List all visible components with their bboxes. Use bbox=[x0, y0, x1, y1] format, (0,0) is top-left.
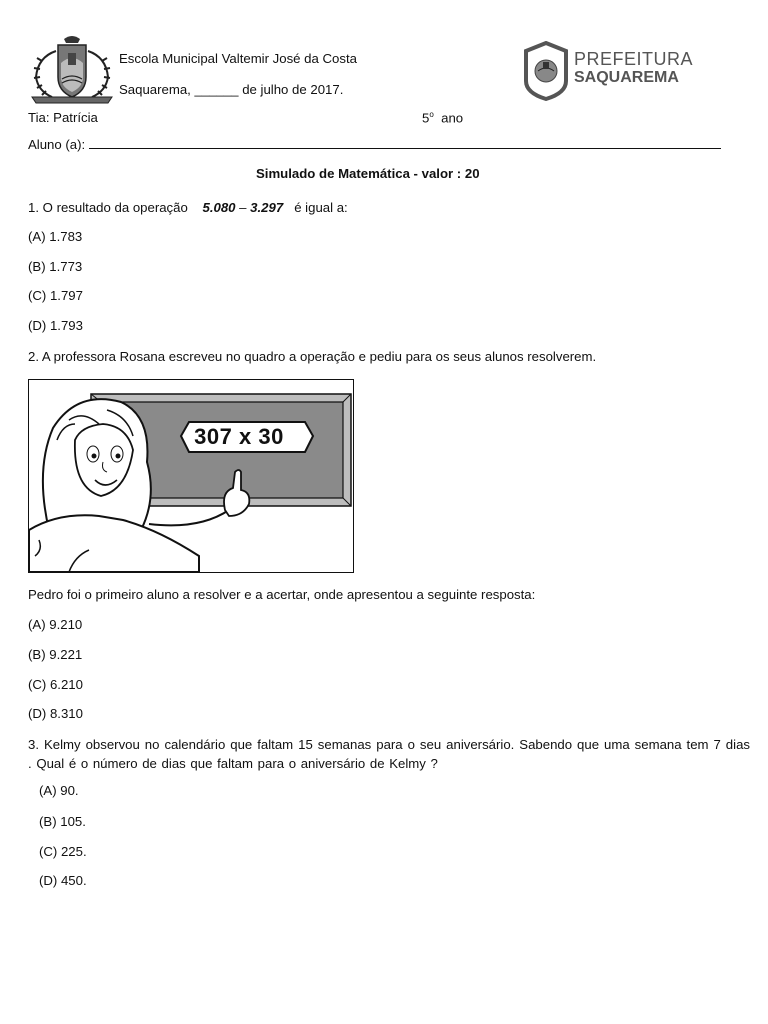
question-1-operand-a: 5.080 bbox=[202, 200, 236, 215]
grade-number: 5 bbox=[422, 110, 430, 126]
question-2: 2. A professora Rosana escreveu no quadro a operação e pediu para os seus alunos resolverem. bbox=[28, 349, 597, 364]
q2-option-a[interactable]: (A) 9.210 bbox=[28, 617, 83, 632]
q3-option-c[interactable]: (C) 225. bbox=[39, 844, 87, 859]
question-1-suffix: é igual a: bbox=[294, 200, 348, 215]
q1-option-a[interactable]: (A) 1.783 bbox=[28, 229, 83, 244]
grade-label bbox=[422, 110, 463, 125]
prefeitura-logo bbox=[522, 41, 694, 101]
question-1-minus: – bbox=[235, 200, 251, 215]
grade-ordinal: o bbox=[429, 110, 434, 119]
question-1-prefix: 1. O resultado da operação bbox=[28, 200, 188, 215]
school-name: Escola Municipal Valtemir José da Costa bbox=[119, 51, 357, 66]
q3-option-d[interactable]: (D) 450. bbox=[39, 873, 87, 888]
student-label: Aluno (a): bbox=[28, 137, 89, 152]
date-suffix: de julho de 2017. bbox=[238, 82, 344, 97]
q1-option-c[interactable]: (C) 1.797 bbox=[28, 288, 83, 303]
q2-option-b[interactable]: (B) 9.221 bbox=[28, 647, 83, 662]
question-2-follow-up: Pedro foi o primeiro aluno a resolver e a acertar, onde apresentou a seguinte resposta: bbox=[28, 587, 536, 602]
q2-option-d[interactable]: (D) 8.310 bbox=[28, 706, 83, 721]
question-3: 3. Kelmy observou no calendário que faltam 15 semanas para o seu aniversário. Sabendo que uma semana tem 7 dias . Qual é o número de dias que faltam para o aniversário de Kelmy ? bbox=[28, 737, 750, 771]
date-day-blank[interactable]: ______ bbox=[194, 82, 239, 97]
student-line bbox=[28, 137, 721, 152]
student-name-field[interactable] bbox=[89, 137, 721, 149]
grade-word: ano bbox=[441, 110, 464, 126]
date-prefix: Saquarema, bbox=[119, 82, 195, 97]
q1-option-b[interactable]: (B) 1.773 bbox=[28, 259, 83, 274]
coat-of-arms-icon bbox=[28, 33, 116, 107]
question-1-operand-b: 3.297 bbox=[250, 200, 284, 215]
q1-option-d[interactable]: (D) 1.793 bbox=[28, 318, 83, 333]
date-line bbox=[119, 82, 343, 97]
logo-line-2: SAQUAREMA bbox=[574, 69, 679, 86]
page-title: Simulado de Matemática - valor : 20 bbox=[256, 166, 480, 181]
board-operation: 307 x 30 bbox=[194, 424, 284, 449]
logo-line-1: PREFEITURA bbox=[574, 49, 694, 69]
teacher-name: Tia: Patrícia bbox=[28, 110, 98, 125]
q3-option-b[interactable]: (B) 105. bbox=[39, 814, 86, 829]
q2-option-c[interactable]: (C) 6.210 bbox=[28, 677, 83, 692]
q3-option-a[interactable]: (A) 90. bbox=[39, 783, 79, 798]
teacher-illustration bbox=[28, 379, 354, 573]
question-1 bbox=[28, 200, 348, 215]
